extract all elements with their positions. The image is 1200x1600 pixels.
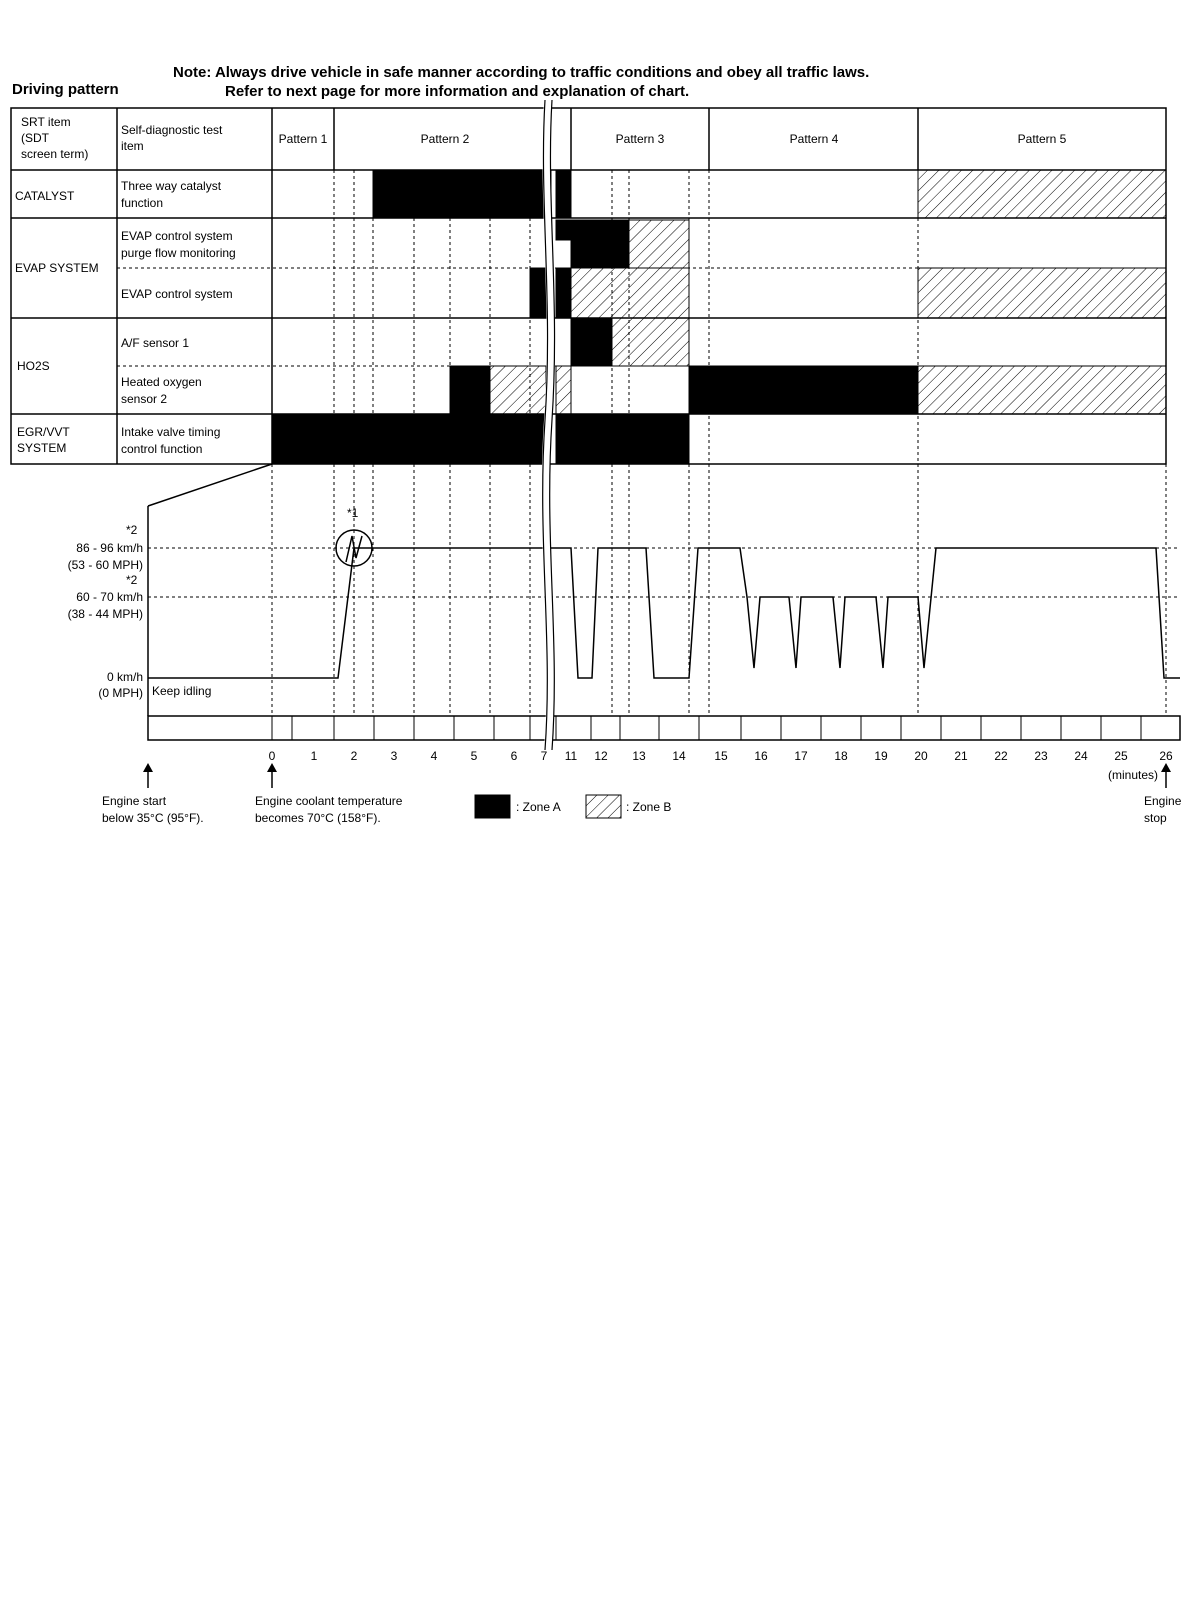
coolant-line: becomes 70°C (158°F). bbox=[255, 811, 381, 825]
footnote-2: *2 bbox=[126, 573, 138, 587]
srt-item-evap: EVAP SYSTEM bbox=[15, 261, 99, 275]
axis-tick-label: 13 bbox=[632, 749, 646, 763]
axis-tick-label: 22 bbox=[994, 749, 1008, 763]
speed-zero-mph: (0 MPH) bbox=[98, 686, 143, 700]
axis-tick-label: 21 bbox=[954, 749, 968, 763]
engine-start-line: below 35°C (95°F). bbox=[102, 811, 204, 825]
time-axis-labels bbox=[269, 749, 1173, 763]
zone-b-block bbox=[556, 366, 571, 414]
axis-tick-label: 19 bbox=[874, 749, 888, 763]
axis-tick-label: 24 bbox=[1074, 749, 1088, 763]
speed-labels bbox=[68, 506, 359, 700]
axis-tick-label: 15 bbox=[714, 749, 728, 763]
zone-a-block bbox=[556, 414, 689, 464]
zone-a-block bbox=[571, 220, 629, 268]
zone-b-block bbox=[490, 366, 546, 414]
pattern-label: Pattern 5 bbox=[1017, 132, 1067, 146]
legend bbox=[475, 795, 671, 818]
axis-unit: (minutes) bbox=[1107, 768, 1158, 782]
zone-b-block bbox=[571, 268, 689, 318]
zone-a-block bbox=[571, 318, 612, 366]
zone-blocks bbox=[272, 170, 1166, 464]
zone-a-block bbox=[689, 366, 918, 414]
sdt-item-line: Heated oxygen bbox=[121, 375, 202, 389]
srt-header-line: SRT item bbox=[21, 115, 71, 129]
footnote-1: *1 bbox=[347, 506, 359, 520]
axis-tick-label: 4 bbox=[430, 749, 438, 763]
srt-items bbox=[15, 189, 99, 455]
coolant-line: Engine coolant temperature bbox=[255, 794, 403, 808]
sdt-item-line: control function bbox=[121, 442, 203, 456]
zone-a-label: : Zone A bbox=[516, 800, 561, 814]
zone-b-label: : Zone B bbox=[626, 800, 672, 814]
note-line-2: Refer to next page for more information and explanation of chart. bbox=[225, 83, 690, 100]
pattern-label: Pattern 3 bbox=[615, 132, 665, 146]
axis-tick-label: 11 bbox=[564, 749, 578, 763]
engine-start-line: Engine start bbox=[102, 794, 167, 808]
axis-tick-label: 16 bbox=[754, 749, 768, 763]
srt-item-catalyst: CATALYST bbox=[15, 189, 75, 203]
srt-item-egr-system: SYSTEM bbox=[17, 441, 67, 455]
pattern-label: Pattern 4 bbox=[789, 132, 839, 146]
sdt-item-line: EVAP control system bbox=[121, 229, 233, 243]
zone-b-block bbox=[918, 366, 1166, 414]
note-line-1: Note: Always drive vehicle in safe manner according to traffic conditions and obey all traffic laws. bbox=[173, 64, 870, 81]
speed-mid-mph: (38 - 44 MPH) bbox=[67, 607, 143, 621]
sdt-item-line: A/F sensor 1 bbox=[121, 336, 190, 350]
axis-tick-label: 2 bbox=[350, 749, 358, 763]
zone-b-block bbox=[612, 318, 689, 366]
axis-tick-label: 6 bbox=[510, 749, 518, 763]
pattern-label: Pattern 2 bbox=[420, 132, 470, 146]
axis-tick-label: 1 bbox=[310, 749, 318, 763]
pattern-label: Pattern 1 bbox=[278, 132, 328, 146]
axis-tick-label: 23 bbox=[1034, 749, 1048, 763]
sdt-header-line: item bbox=[121, 139, 144, 153]
zone-b-block bbox=[918, 170, 1166, 218]
sdt-item-line: function bbox=[121, 196, 164, 210]
axis-tick-label: 5 bbox=[470, 749, 478, 763]
axis-tick-label: 3 bbox=[390, 749, 398, 763]
srt-item-ho2s: HO2S bbox=[17, 359, 50, 373]
axis-tick-label: 20 bbox=[914, 749, 928, 763]
zone-a-block bbox=[556, 220, 571, 240]
zone-a-block bbox=[272, 414, 546, 464]
speed-high-mph: (53 - 60 MPH) bbox=[67, 558, 143, 572]
keep-idling-label: Keep idling bbox=[152, 684, 212, 698]
axis-tick-label: 7 bbox=[540, 749, 548, 763]
arrow-up-icon bbox=[1161, 763, 1171, 772]
arrow-up-icon bbox=[143, 763, 153, 772]
sdt-header-line: Self-diagnostic test bbox=[121, 123, 223, 137]
sdt-item-line: EVAP control system bbox=[121, 287, 233, 301]
annotations bbox=[102, 763, 1182, 825]
zone-a-swatch bbox=[475, 795, 510, 818]
zone-b-block bbox=[918, 268, 1166, 318]
axis-tick-label: 26 bbox=[1159, 749, 1173, 763]
srt-item-egr: EGR/VVT bbox=[17, 425, 70, 439]
zone-b-swatch bbox=[586, 795, 621, 818]
engine-stop-line: Engine bbox=[1144, 794, 1182, 808]
speed-high-label: 86 - 96 km/h bbox=[76, 541, 143, 555]
zone-a-block bbox=[373, 170, 551, 218]
zone-a-block bbox=[450, 366, 490, 414]
section-title: Driving pattern bbox=[12, 81, 119, 98]
zone-a-block bbox=[556, 268, 571, 318]
speed-profile-line bbox=[148, 548, 1180, 678]
arrow-up-icon bbox=[267, 763, 277, 772]
srt-header-line: screen term) bbox=[21, 147, 89, 161]
axis-tick-label: 12 bbox=[594, 749, 608, 763]
sdt-item-line: purge flow monitoring bbox=[121, 246, 236, 260]
speed-mid-label: 60 - 70 km/h bbox=[76, 590, 143, 604]
footnote-1-zigzag bbox=[346, 536, 362, 562]
sdt-item-line: sensor 2 bbox=[121, 392, 168, 406]
axis-tick-label: 14 bbox=[672, 749, 686, 763]
zone-a-block bbox=[556, 170, 571, 218]
footnote-2: *2 bbox=[126, 523, 138, 537]
engine-stop-line: stop bbox=[1144, 811, 1167, 825]
speed-zero-label: 0 km/h bbox=[106, 670, 143, 684]
axis-tick-label: 0 bbox=[268, 749, 276, 763]
axis-tick-label: 25 bbox=[1114, 749, 1128, 763]
zone-b-block bbox=[629, 220, 689, 268]
srt-header-line: (SDT bbox=[21, 131, 49, 145]
sdt-item-line: Intake valve timing bbox=[121, 425, 221, 439]
zone-a-block bbox=[530, 268, 547, 318]
time-axis-ticks bbox=[272, 716, 1141, 740]
sdt-item-line: Three way catalyst bbox=[121, 179, 222, 193]
time-axis-strip bbox=[148, 716, 1180, 740]
table-to-chart-connector bbox=[148, 464, 272, 506]
axis-tick-label: 17 bbox=[794, 749, 808, 763]
axis-tick-label: 18 bbox=[834, 749, 848, 763]
